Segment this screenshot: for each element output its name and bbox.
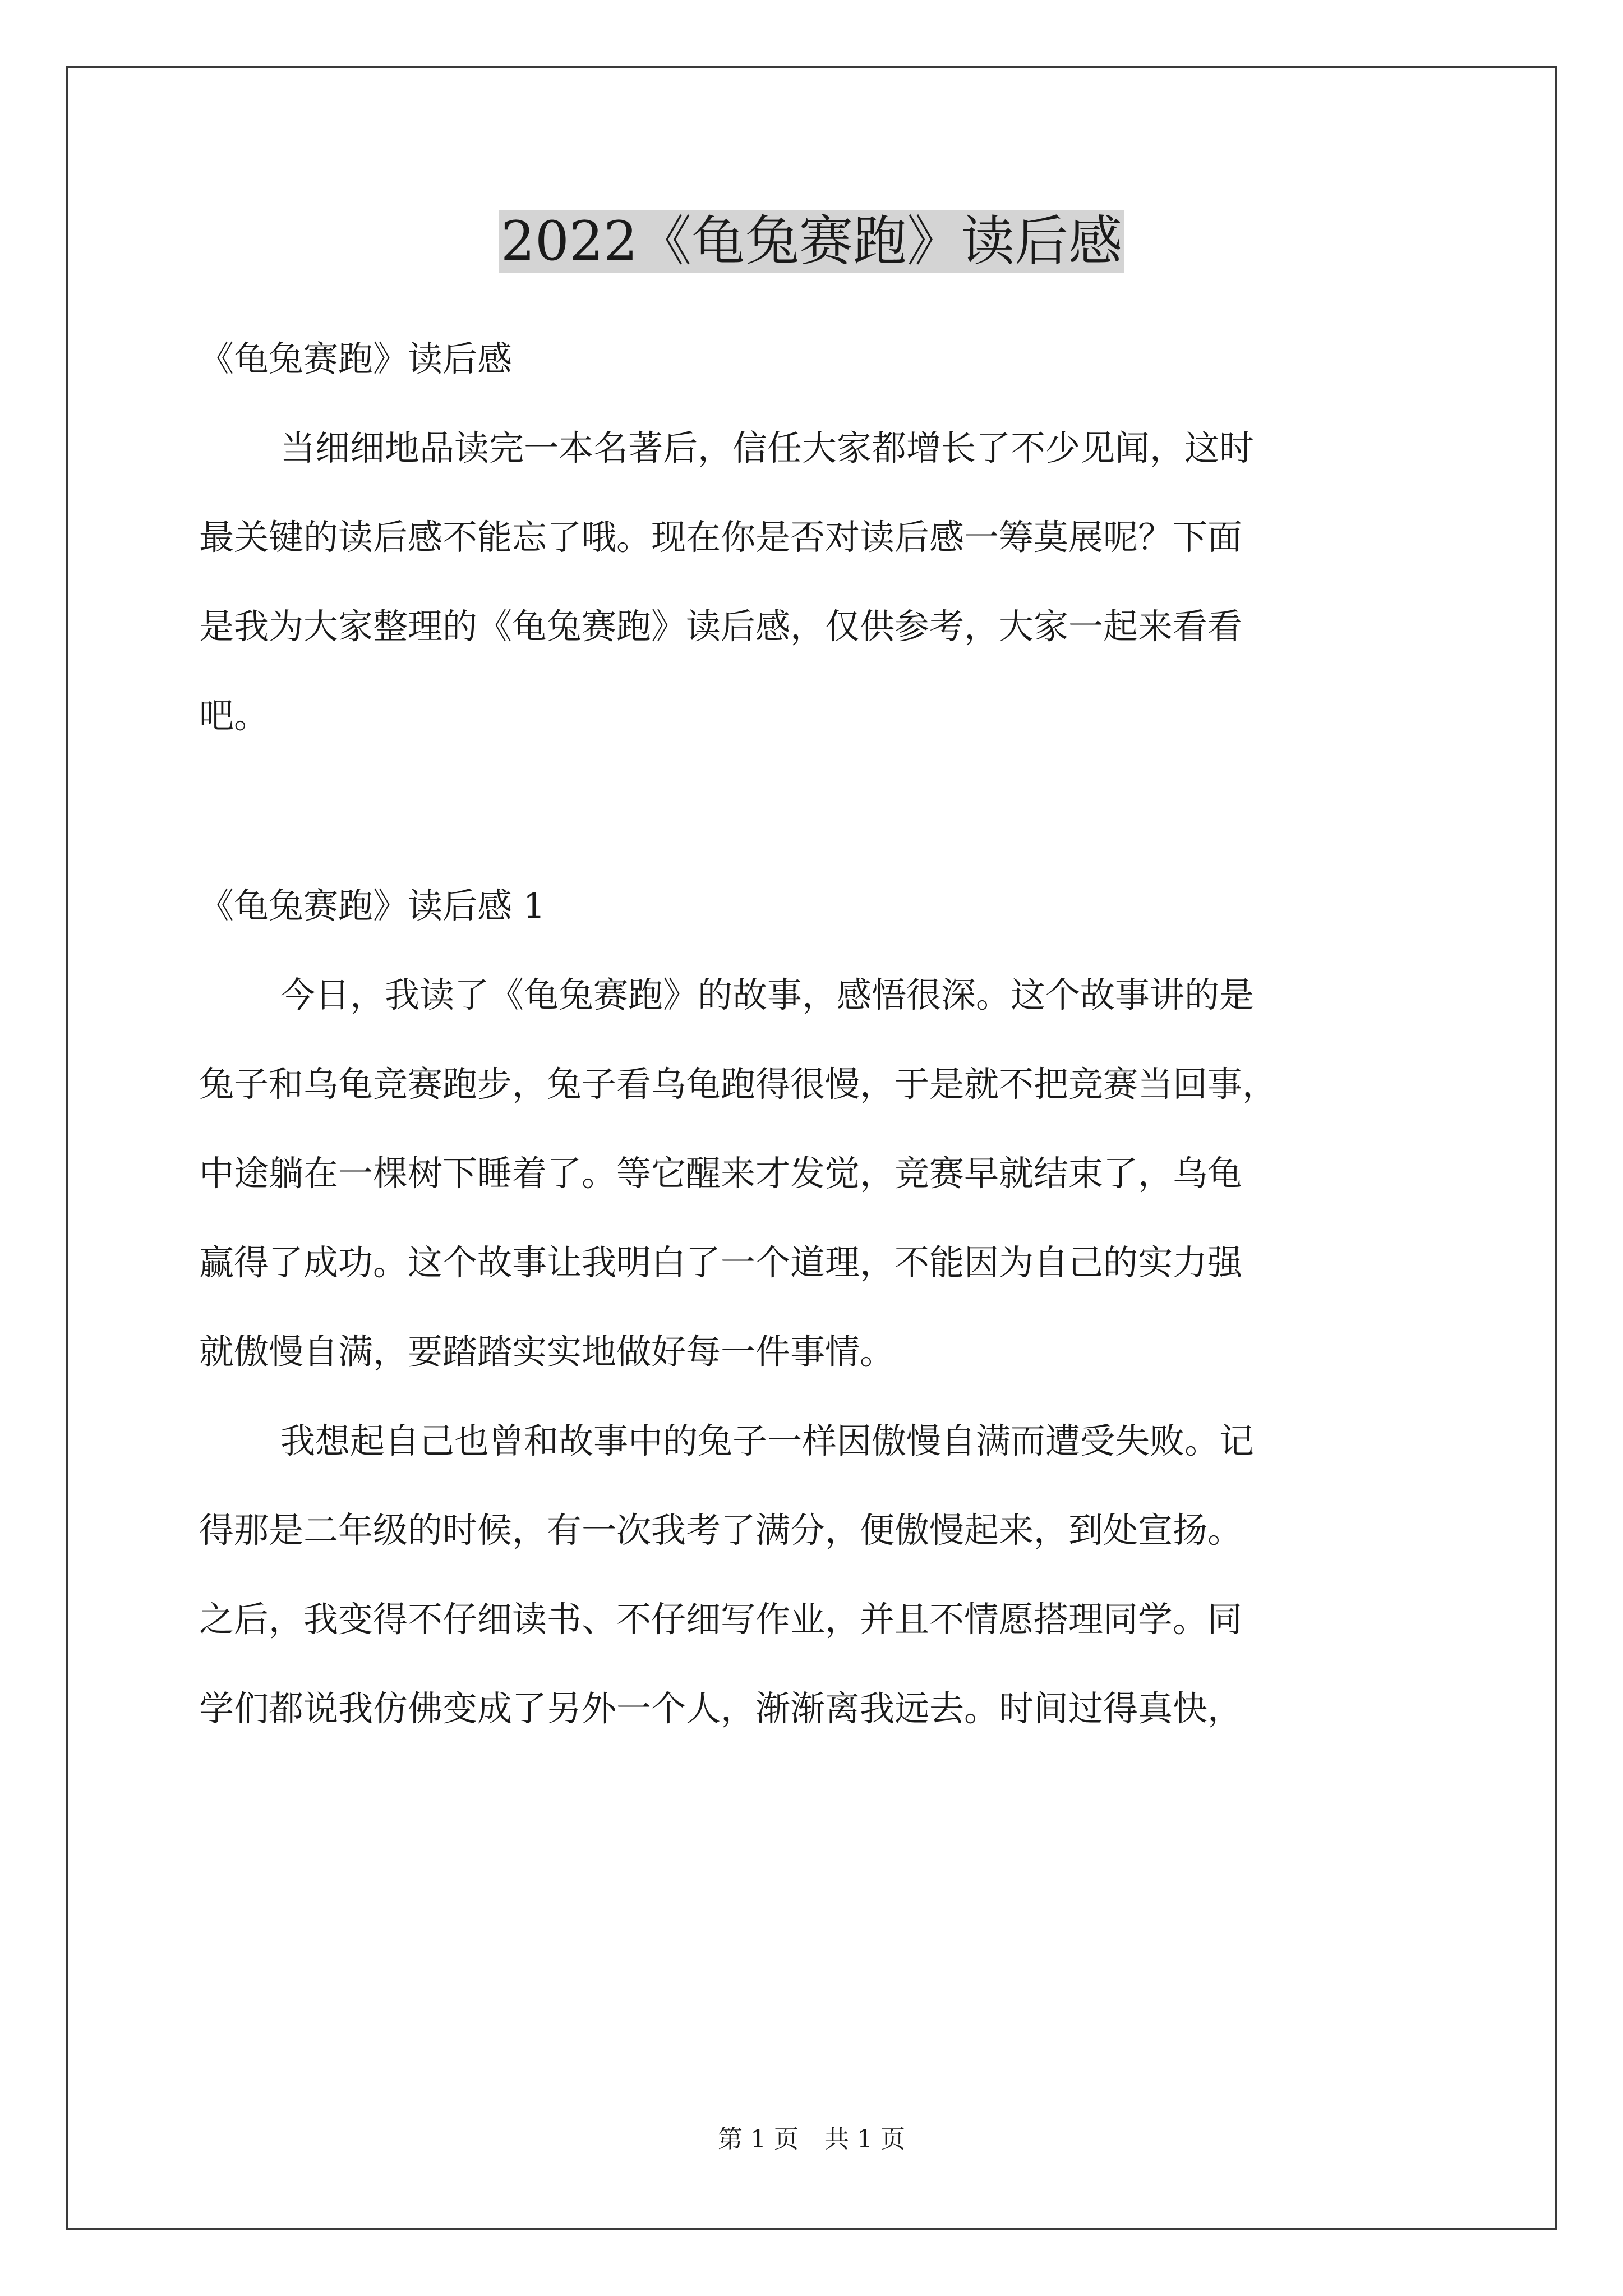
document-title xyxy=(0,202,1623,280)
para1-line-5: 就傲慢自满，要踏踏实实地做好每一件事情。 xyxy=(199,1331,895,1372)
para2-line-4: 学们都说我仿佛变成了另外一个人，渐渐离我远去。时间过得真快， xyxy=(199,1688,1243,1729)
intro-line-1: 当细细地品读完一本名著后，信任大家都增长了不少见闻，这时 xyxy=(280,427,1255,468)
intro-line-4: 吧。 xyxy=(199,695,269,736)
para1-line-4: 赢得了成功。这个故事让我明白了一个道理，不能因为自己的实力强 xyxy=(199,1242,1243,1283)
document-body xyxy=(199,314,1433,1753)
document-title-text: 2022《龟兔赛跑》读后感 xyxy=(499,210,1124,273)
para2-line-3: 之后，我变得不仔细读书、不仔细写作业，并且不情愿搭理同学。同 xyxy=(199,1599,1243,1640)
paragraph-gap xyxy=(199,760,1433,861)
page-number: 第 1 页 xyxy=(718,2125,799,2154)
section-heading: 《龟兔赛跑》读后感 1 xyxy=(199,885,546,926)
para2-line-1: 我想起自己也曾和故事中的兔子一样因傲慢自满而遭受失败。记 xyxy=(280,1420,1255,1461)
para1-line-1: 今日，我读了《龟兔赛跑》的故事，感悟很深。这个故事讲的是 xyxy=(280,974,1255,1015)
para1-line-2: 兔子和乌龟竞赛跑步，兔子看乌龟跑得很慢，于是就不把竞赛当回事， xyxy=(199,1064,1278,1105)
page-total: 共 1 页 xyxy=(824,2125,905,2154)
para1-line-3: 中途躺在一棵树下睡着了。等它醒来才发觉，竞赛早就结束了，乌龟 xyxy=(199,1153,1243,1194)
para2-line-2: 得那是二年级的时候，有一次我考了满分，便傲慢起来，到处宣扬。 xyxy=(199,1510,1243,1550)
subtitle: 《龟兔赛跑》读后感 xyxy=(199,338,513,379)
intro-line-3: 是我为大家整理的《龟兔赛跑》读后感，仅供参考，大家一起来看看 xyxy=(199,606,1243,647)
intro-line-2: 最关键的读后感不能忘了哦。现在你是否对读后感一筹莫展呢？下面 xyxy=(199,517,1243,558)
page-footer xyxy=(0,2123,1623,2156)
